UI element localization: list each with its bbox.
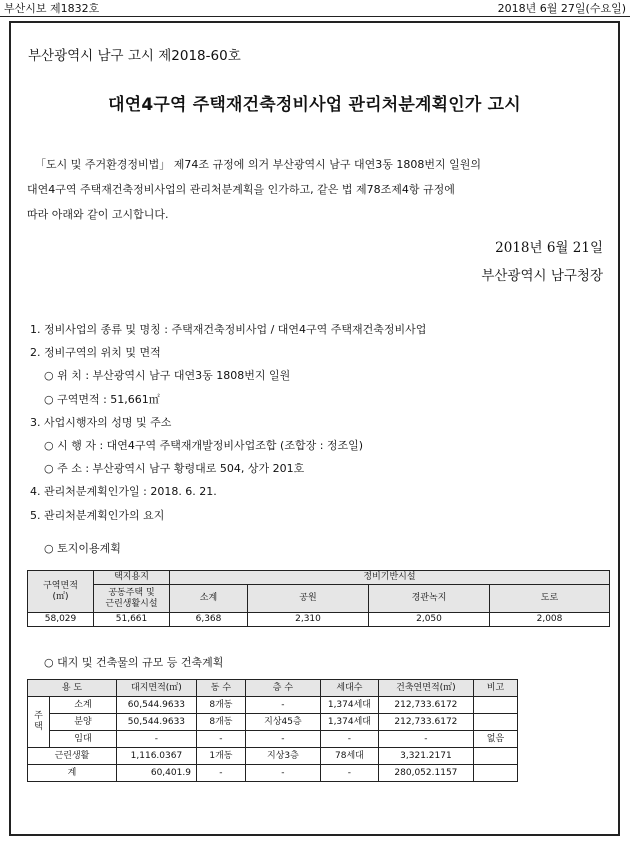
cell-buildings: 1개동 (196, 748, 245, 765)
header-site-area: 대지면적(㎡) (116, 680, 196, 697)
cell-label: 계 (28, 765, 117, 782)
item-location: ○ 위 치 : 부산광역시 남구 대연3동 1808번지 일원 (44, 369, 291, 383)
cell-site: 60,544.9633 (116, 697, 196, 714)
table-row (28, 714, 518, 731)
cell-note: 없음 (473, 731, 517, 748)
cell-floors: 지상45층 (245, 714, 320, 731)
cell-units: 1,374세대 (320, 714, 378, 731)
notice-issuer: 부산광역시 남구청장 (481, 268, 603, 284)
header-buildings: 동 수 (196, 680, 245, 697)
land-use-table (27, 570, 610, 627)
body-line: 「도시 및 주거환경정비법」 제74조 규정에 의거 부산광역시 남구 대연3동 1808번지 일원의 (35, 158, 481, 171)
publication-number: 부산시보 제1832호 (4, 2, 100, 15)
cell-label: 분양 (50, 714, 117, 731)
cell-buildings: - (196, 765, 245, 782)
cell-housing: 51,661 (94, 613, 170, 627)
cell-floors: - (245, 765, 320, 782)
cell-floors: 지상3층 (245, 748, 320, 765)
table-row (28, 765, 518, 782)
cell-site: 60,401.9 (116, 765, 196, 782)
header-subtotal: 소계 (170, 585, 248, 613)
cell-green: 2,050 (369, 613, 490, 627)
building-plan-heading: ○ 대지 및 건축물의 규모 등 건축계획 (44, 656, 224, 669)
item-area: ○ 구역면적 : 51,661㎡ (44, 392, 160, 406)
item-operator-address: ○ 주 소 : 부산광역시 남구 황령대로 504, 상가 201호 (44, 462, 305, 476)
cell-site: 50,544.9633 (116, 714, 196, 731)
publication-header (0, 0, 630, 17)
header-units: 세대수 (320, 680, 378, 697)
header-area-unit: (㎡) (52, 591, 69, 602)
header-road: 도로 (490, 585, 610, 613)
header-floors: 층 수 (245, 680, 320, 697)
cell-floors: - (245, 731, 320, 748)
cell-floor-area: 212,733.6172 (378, 697, 473, 714)
notice-number: 부산광역시 남구 고시 제2018-60호 (28, 48, 241, 64)
cell-label: 근린생활 (28, 748, 117, 765)
cell-label: 임대 (50, 731, 117, 748)
item-approval-date: 4. 관리처분계획인가일 : 2018. 6. 21. (30, 485, 217, 499)
cell-note (473, 697, 517, 714)
header-note: 비고 (473, 680, 517, 697)
cell-buildings: 8개동 (196, 714, 245, 731)
cell-note (473, 714, 517, 731)
item-summary: 5. 관리처분계획인가의 요지 (30, 508, 165, 522)
body-line: 따라 아래와 같이 고시합니다. (27, 208, 169, 221)
header-use: 용 도 (28, 680, 117, 697)
cell-units: 78세대 (320, 748, 378, 765)
notice-body (27, 152, 609, 227)
header-park: 공원 (248, 585, 369, 613)
header-site: 택지용지 (94, 571, 170, 585)
header-area (28, 571, 94, 613)
notice-date: 2018년 6월 21일 (495, 240, 603, 256)
cell-site: 1,116.0367 (116, 748, 196, 765)
table-row (28, 748, 518, 765)
cell-subtotal: 6,368 (170, 613, 248, 627)
cell-housing-group: 주택 (28, 697, 50, 748)
cell-floor-area: 3,321.2171 (378, 748, 473, 765)
header-green: 경관녹지 (369, 585, 490, 613)
cell-floor-area: 280,052.1157 (378, 765, 473, 782)
header-housing-label: 공동주택 및 (108, 587, 155, 598)
header-housing-label2: 근린생활시설 (105, 598, 158, 609)
notice-title: 대연4구역 주택재건축정비사업 관리처분계획인가 고시 (108, 95, 521, 115)
publication-date: 2018년 6월 27일(수요일) (497, 2, 626, 15)
cell-note (473, 765, 517, 782)
header-rule (0, 16, 630, 17)
header-floor-area: 건축연면적(㎡) (378, 680, 473, 697)
cell-units: - (320, 731, 378, 748)
notice-items (30, 318, 610, 527)
cell-label: 소계 (50, 697, 117, 714)
cell-buildings: 8개동 (196, 697, 245, 714)
cell-floors: - (245, 697, 320, 714)
cell-floor-area: - (378, 731, 473, 748)
cell-park: 2,310 (248, 613, 369, 627)
cell-area: 58,029 (28, 613, 94, 627)
cell-note (473, 748, 517, 765)
cell-road: 2,008 (490, 613, 610, 627)
table-row (28, 613, 610, 627)
cell-buildings: - (196, 731, 245, 748)
body-line: 대연4구역 주택재건축정비사업의 관리처분계획을 인가하고, 같은 법 제78조제4항 규정에 (27, 183, 455, 196)
item-operator-name: ○ 시 행 자 : 대연4구역 주택재개발정비사업조합 (조합장 : 정조일) (44, 438, 364, 452)
header-area-label: 구역면적 (43, 580, 78, 591)
header-housing (94, 585, 170, 613)
item-operator: 3. 사업시행자의 성명 및 주소 (30, 415, 172, 429)
cell-units: 1,374세대 (320, 697, 378, 714)
land-use-heading: ○ 토지이용계획 (44, 542, 121, 555)
item-zone-location: 2. 정비구역의 위치 및 면적 (30, 346, 161, 360)
cell-site: - (116, 731, 196, 748)
cell-units: - (320, 765, 378, 782)
building-plan-table (27, 679, 518, 782)
table-row (28, 731, 518, 748)
header-infra: 정비기반시설 (170, 571, 610, 585)
table-row (28, 697, 518, 714)
item-project-type: 1. 정비사업의 종류 및 명칭 : 주택재건축정비사업 / 대연4구역 주택재건축정비사업 (30, 323, 427, 336)
cell-floor-area: 212,733.6172 (378, 714, 473, 731)
